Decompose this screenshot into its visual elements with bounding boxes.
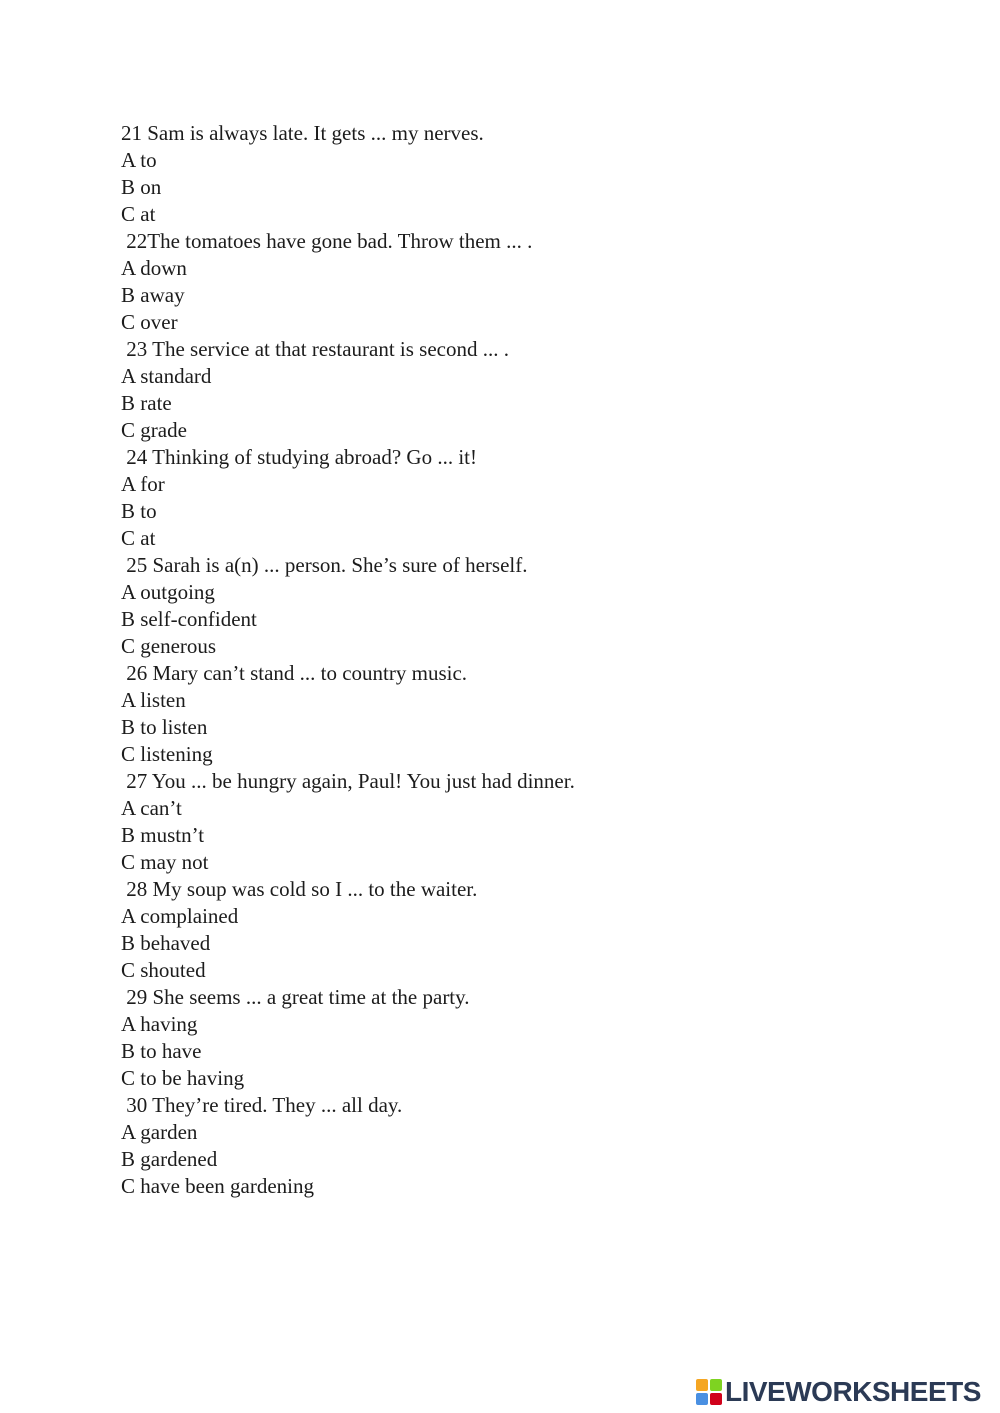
option-c[interactable]: C at [121, 202, 156, 226]
question-text: 21 Sam is always late. It gets ... my nerves. [121, 121, 484, 145]
logo-square-red [710, 1393, 722, 1405]
option-b[interactable]: B mustn’t [121, 823, 205, 847]
option-b[interactable]: B on [121, 175, 162, 199]
option-a[interactable]: A listen [121, 688, 186, 712]
question-block [121, 984, 881, 1092]
option-a[interactable]: A for [121, 472, 165, 496]
option-a[interactable]: A standard [121, 364, 212, 388]
option-c[interactable]: C may not [121, 850, 209, 874]
question-block [121, 552, 881, 660]
option-b[interactable]: B self-confident [121, 607, 257, 631]
option-b[interactable]: B gardened [121, 1147, 218, 1171]
option-c[interactable]: C listening [121, 742, 213, 766]
question-text: 25 Sarah is a(n) ... person. She’s sure of herself. [121, 553, 528, 577]
option-c[interactable]: C at [121, 526, 156, 550]
option-b[interactable]: B to [121, 499, 157, 523]
option-c[interactable]: C to be having [121, 1066, 245, 1090]
logo-square-blue [696, 1393, 708, 1405]
question-block [121, 228, 881, 336]
option-a[interactable]: A having [121, 1012, 198, 1036]
question-block [121, 444, 881, 552]
option-b[interactable]: B to have [121, 1039, 202, 1063]
question-text: 24 Thinking of studying abroad? Go ... it! [121, 445, 477, 469]
option-a[interactable]: A outgoing [121, 580, 215, 604]
option-b[interactable]: B rate [121, 391, 172, 415]
option-a[interactable]: A can’t [121, 796, 182, 820]
option-c[interactable]: C grade [121, 418, 187, 442]
question-block [121, 660, 881, 768]
option-a[interactable]: A complained [121, 904, 239, 928]
question-text: 29 She seems ... a great time at the party. [121, 985, 470, 1009]
logo-square-green [710, 1379, 722, 1391]
question-block [121, 876, 881, 984]
option-c[interactable]: C have been gardening [121, 1174, 315, 1198]
option-a[interactable]: A to [121, 148, 157, 172]
question-text: 28 My soup was cold so I ... to the waiter. [121, 877, 478, 901]
question-block [121, 120, 881, 228]
option-c[interactable]: C over [121, 310, 178, 334]
option-c[interactable]: C generous [121, 634, 217, 658]
option-b[interactable]: B behaved [121, 931, 211, 955]
question-block [121, 1092, 881, 1200]
liveworksheets-logo-icon [696, 1379, 722, 1405]
worksheet [121, 120, 881, 1200]
option-c[interactable]: C shouted [121, 958, 206, 982]
question-text: 23 The service at that restaurant is second ... . [121, 337, 509, 361]
question-block [121, 768, 881, 876]
option-b[interactable]: B to listen [121, 715, 208, 739]
option-a[interactable]: A down [121, 256, 187, 280]
brand-text: LIVEWORKSHEETS [725, 1376, 981, 1407]
question-text: 26 Mary can’t stand ... to country music. [121, 661, 468, 685]
liveworksheets-watermark [696, 1377, 981, 1407]
question-text: 30 They’re tired. They ... all day. [121, 1093, 403, 1117]
option-a[interactable]: A garden [121, 1120, 198, 1144]
logo-square-orange [696, 1379, 708, 1391]
question-text: 27 You ... be hungry again, Paul! You just had dinner. [121, 769, 575, 793]
question-text: 22The tomatoes have gone bad. Throw them ... . [121, 229, 533, 253]
question-block [121, 336, 881, 444]
option-b[interactable]: B away [121, 283, 185, 307]
